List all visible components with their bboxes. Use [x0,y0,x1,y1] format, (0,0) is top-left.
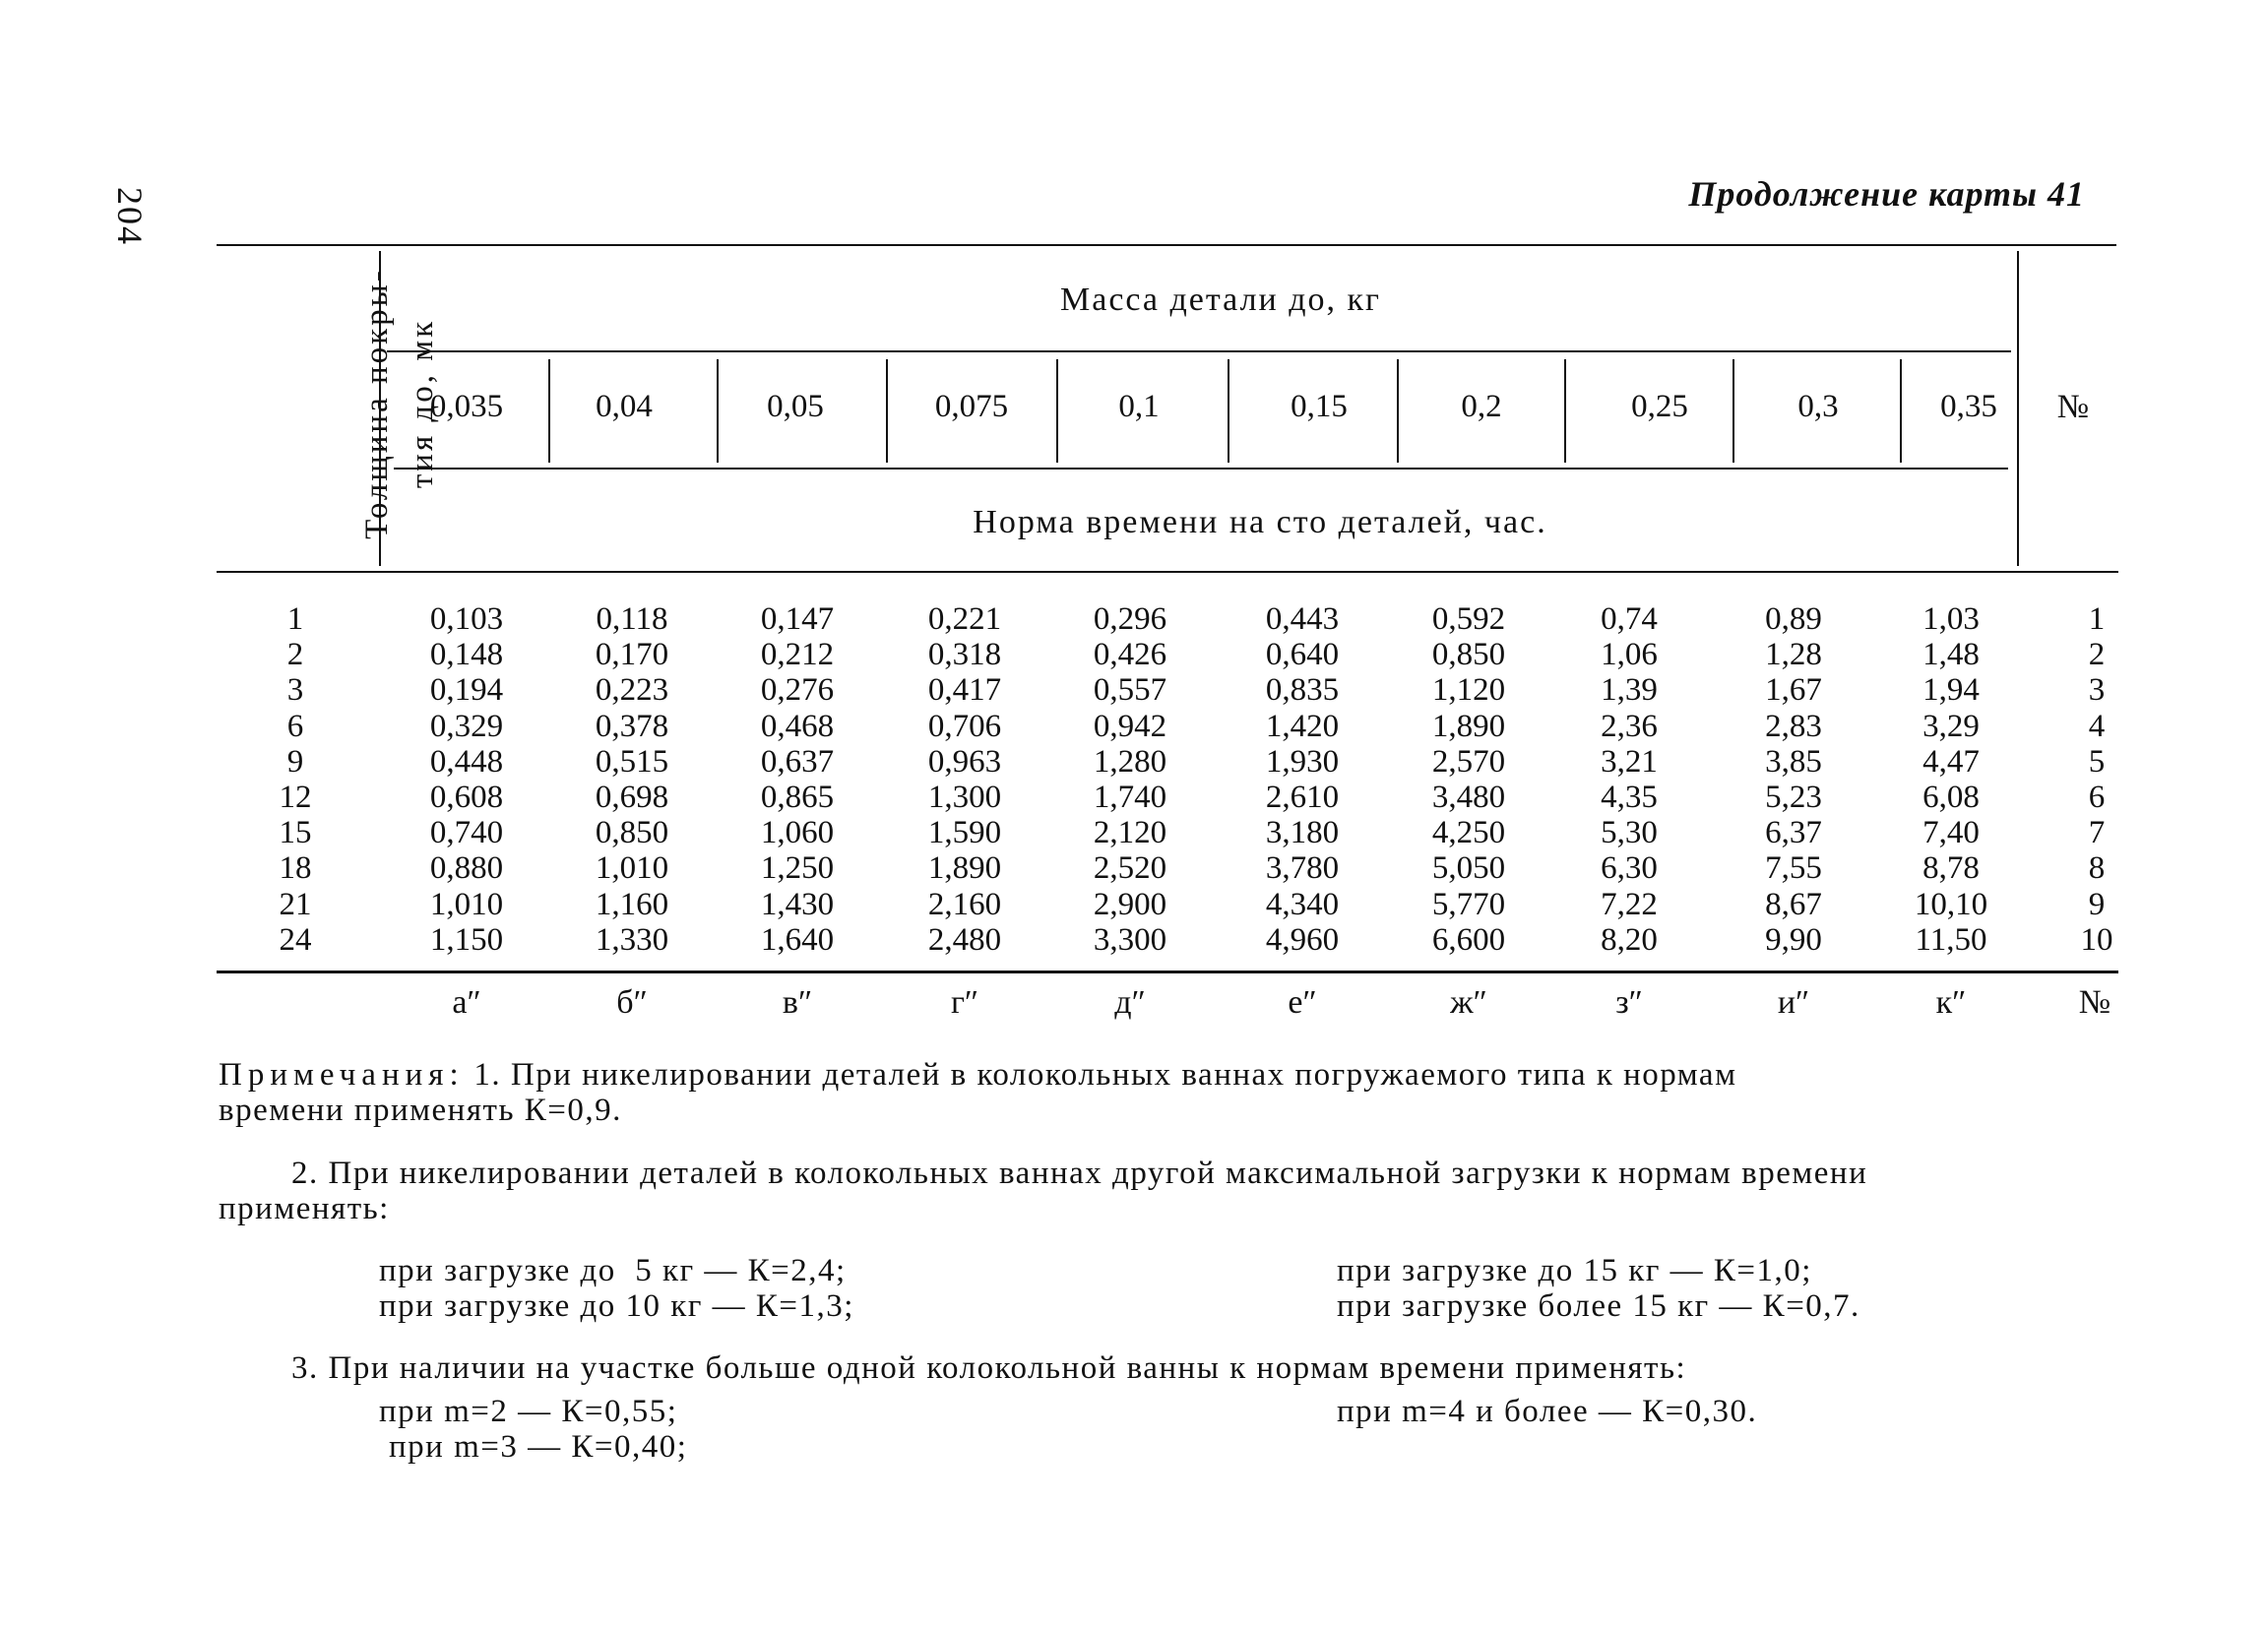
value-column-z [1601,601,1658,958]
mass-col-header: 0,35 [1940,389,1997,424]
value-cell: 1,420 [1265,708,1340,744]
column-letter: з″ [1615,984,1643,1021]
value-cell: 2,570 [1431,743,1506,780]
mass-col-header: 0,04 [596,389,653,424]
value-column-a [430,601,503,958]
value-cell: 7,22 [1601,886,1658,922]
note-2-line-2: применять: [219,1191,390,1226]
value-cell: 1,06 [1601,637,1658,673]
value-cell: 1,160 [595,886,669,922]
value-column-b [596,601,668,958]
mass-col-header: 0,1 [1118,389,1160,424]
value-cell: 1,060 [760,815,835,851]
mass-col-header: 0,2 [1461,389,1502,424]
value-column-k [1915,601,1987,958]
value-cell: 1,28 [1765,637,1822,673]
value-column-zh [1432,601,1505,958]
mass-col-header: 0,035 [429,389,504,424]
value-cell: 1,430 [760,886,835,922]
value-cell: 11,50 [1915,921,1987,958]
thickness-column [280,601,312,958]
card-title: Продолжение карты 41 [1688,174,2085,214]
value-cell: 0,557 [1093,672,1167,709]
value-cell: 4,340 [1265,886,1340,922]
value-cell: 0,147 [760,601,835,637]
value-cell: 2,83 [1765,708,1822,744]
value-cell: 0,170 [595,637,669,673]
value-cell: 8,20 [1601,921,1658,958]
note-2-line-1: 2. При никелировании деталей в колокольных ваннах другой максимальной загрузки к нормам времени [291,1156,1868,1191]
value-cell: 0,740 [429,815,504,851]
value-cell: 0,443 [1265,601,1340,637]
notes-label: Примечания: [219,1057,465,1093]
thickness-cell: 15 [279,815,312,851]
value-cell: 1,930 [1265,743,1340,780]
value-cell: 3,180 [1265,815,1340,851]
letters-number-label: № [2078,984,2111,1021]
time-header: Норма времени на сто деталей, час. [973,504,1547,540]
value-cell: 0,417 [927,672,1002,709]
mass-col-header: 0,3 [1797,389,1839,424]
value-cell: 0,592 [1431,601,1506,637]
value-column-g [928,601,1001,958]
number-header: № [2056,389,2092,425]
column-letter: ж″ [1450,984,1487,1021]
thickness-cell: 3 [286,672,304,709]
column-letter: а″ [452,984,481,1021]
column-letter: б″ [616,984,648,1021]
row-number-cell: 4 [2088,708,2106,744]
time-header-rule [394,468,2008,470]
value-cell: 0,212 [760,637,835,673]
value-cell: 0,706 [927,708,1002,744]
row-number-cell: 3 [2088,672,2106,709]
value-cell: 0,850 [595,815,669,851]
value-cell: 0,448 [429,743,504,780]
thickness-cell: 6 [286,708,304,744]
column-letter: г″ [950,984,979,1021]
thickness-cell: 12 [279,779,312,815]
value-cell: 1,48 [1922,637,1980,673]
value-cell: 7,40 [1922,815,1980,851]
note-1-line-1 [219,1057,2128,1093]
note-3-item: при m=4 и более — К=0,30. [1337,1394,1758,1429]
value-cell: 1,330 [595,921,669,958]
value-cell: 0,378 [595,708,669,744]
value-cell: 9,90 [1765,921,1822,958]
value-cell: 0,835 [1265,672,1340,709]
mass-col-header: 0,25 [1631,389,1688,424]
value-cell: 5,770 [1431,886,1506,922]
column-letter: е″ [1288,984,1317,1021]
value-cell: 1,010 [429,886,504,922]
value-cell: 5,30 [1601,815,1658,851]
value-cell: 1,890 [1431,708,1506,744]
note-1-text: 1. При никелировании деталей в колокольных ваннах погружаемого типа к нормам [473,1057,1737,1093]
value-cell: 0,515 [595,743,669,780]
row-number-column [2081,601,2113,958]
value-cell: 3,29 [1922,708,1980,744]
value-cell: 2,160 [927,886,1002,922]
value-cell: 0,194 [429,672,504,709]
value-cell: 1,740 [1093,779,1167,815]
value-cell: 0,468 [760,708,835,744]
value-cell: 2,480 [927,921,1002,958]
value-cell: 0,296 [1093,601,1167,637]
thickness-cell: 2 [286,637,304,673]
value-cell: 5,23 [1765,779,1822,815]
row-number-cell: 1 [2088,601,2106,637]
row-number-cell: 5 [2088,743,2106,780]
value-cell: 0,118 [596,601,668,637]
value-cell: 3,780 [1265,850,1340,887]
value-cell: 1,67 [1765,672,1822,709]
value-cell: 1,250 [760,850,835,887]
table-top-rule [217,244,2116,246]
value-cell: 1,300 [927,779,1002,815]
note-3-item: при m=2 — К=0,55; [379,1394,678,1429]
thickness-cell: 1 [286,601,304,637]
value-cell: 2,36 [1601,708,1658,744]
value-cell: 4,960 [1265,921,1340,958]
value-cell: 2,900 [1093,886,1167,922]
note-2-item: при загрузке до 15 кг — К=1,0; [1337,1253,1812,1288]
value-cell: 1,640 [760,921,835,958]
column-letter: д″ [1114,984,1146,1021]
value-column-d [1094,601,1166,958]
value-column-e [1266,601,1339,958]
value-cell: 2,520 [1093,850,1167,887]
value-cell: 8,78 [1922,850,1980,887]
value-cell: 1,890 [927,850,1002,887]
header-bottom-rule [217,571,2118,573]
note-2-item: при загрузке до 5 кг — К=2,4; [379,1253,847,1288]
value-cell: 0,148 [429,637,504,673]
value-cell: 0,637 [760,743,835,780]
row-number-cell: 8 [2088,850,2106,887]
value-cell: 0,426 [1093,637,1167,673]
value-cell: 0,223 [595,672,669,709]
row-number-cell: 10 [2080,921,2113,958]
value-cell: 6,30 [1601,850,1658,887]
value-cell: 0,942 [1093,708,1167,744]
note-3-line: 3. При наличии на участке больше одной колокольной ванны к нормам времени применять: [291,1350,1687,1386]
value-cell: 6,37 [1765,815,1822,851]
value-cell: 1,94 [1922,672,1980,709]
note-2-item: при загрузке более 15 кг — К=0,7. [1337,1288,1860,1324]
value-cell: 0,880 [429,850,504,887]
value-cell: 3,21 [1601,743,1658,780]
value-cell: 1,590 [927,815,1002,851]
value-column-i [1765,601,1822,958]
value-cell: 0,698 [595,779,669,815]
value-cell: 6,600 [1431,921,1506,958]
thickness-cell: 9 [286,743,304,780]
value-cell: 0,963 [927,743,1002,780]
value-cell: 1,120 [1431,672,1506,709]
value-cell: 7,55 [1765,850,1822,887]
note-2-item: при загрузке до 10 кг — К=1,3; [379,1288,854,1324]
mass-col-header: 0,15 [1291,389,1348,424]
mass-col-header: 0,075 [934,389,1009,424]
value-cell: 3,300 [1093,921,1167,958]
value-cell: 4,250 [1431,815,1506,851]
value-cell: 2,610 [1265,779,1340,815]
value-cell: 4,35 [1601,779,1658,815]
note-3-item: при m=3 — К=0,40; [389,1429,688,1465]
row-number-cell: 7 [2088,815,2106,851]
value-cell: 8,67 [1765,886,1822,922]
thickness-cell: 24 [279,921,312,958]
value-cell: 1,010 [595,850,669,887]
value-cell: 0,221 [927,601,1002,637]
table-bottom-rule [217,971,2118,973]
page-number: 204 [110,187,150,246]
row-header-line2: тия до, мк [405,318,440,489]
value-cell: 3,85 [1765,743,1822,780]
value-cell: 0,329 [429,708,504,744]
col-divider [1228,359,1229,463]
value-cell: 1,39 [1601,672,1658,709]
value-cell: 2,120 [1093,815,1167,851]
value-cell: 0,850 [1431,637,1506,673]
row-header-line1: Толщина покры- [359,268,395,539]
mass-header-rule [387,350,2011,352]
value-cell: 0,103 [429,601,504,637]
thickness-cell: 18 [279,850,312,887]
thickness-cell: 21 [279,886,312,922]
value-cell: 5,050 [1431,850,1506,887]
value-cell: 1,280 [1093,743,1167,780]
row-number-cell: 9 [2088,886,2106,922]
row-number-cell: 2 [2088,637,2106,673]
value-cell: 1,150 [429,921,504,958]
value-cell: 1,03 [1922,601,1980,637]
value-cell: 3,480 [1431,779,1506,815]
value-cell: 0,89 [1765,601,1822,637]
note-1-line-2: времени применять К=0,9. [219,1093,622,1128]
value-cell: 0,318 [927,637,1002,673]
value-cell: 10,10 [1914,886,1988,922]
row-number-cell: 6 [2088,779,2106,815]
mass-header: Масса детали до, кг [1060,282,1381,318]
mass-col-header: 0,05 [767,389,824,424]
value-cell: 6,08 [1922,779,1980,815]
column-letter: в″ [782,984,813,1021]
value-cell: 0,276 [760,672,835,709]
value-cell: 4,47 [1922,743,1980,780]
value-cell: 0,608 [429,779,504,815]
column-letter: к″ [1935,984,1967,1021]
value-cell: 0,640 [1265,637,1340,673]
value-cell: 0,74 [1601,601,1658,637]
column-letter: и″ [1777,984,1810,1021]
value-cell: 0,865 [760,779,835,815]
value-column-v [761,601,834,958]
